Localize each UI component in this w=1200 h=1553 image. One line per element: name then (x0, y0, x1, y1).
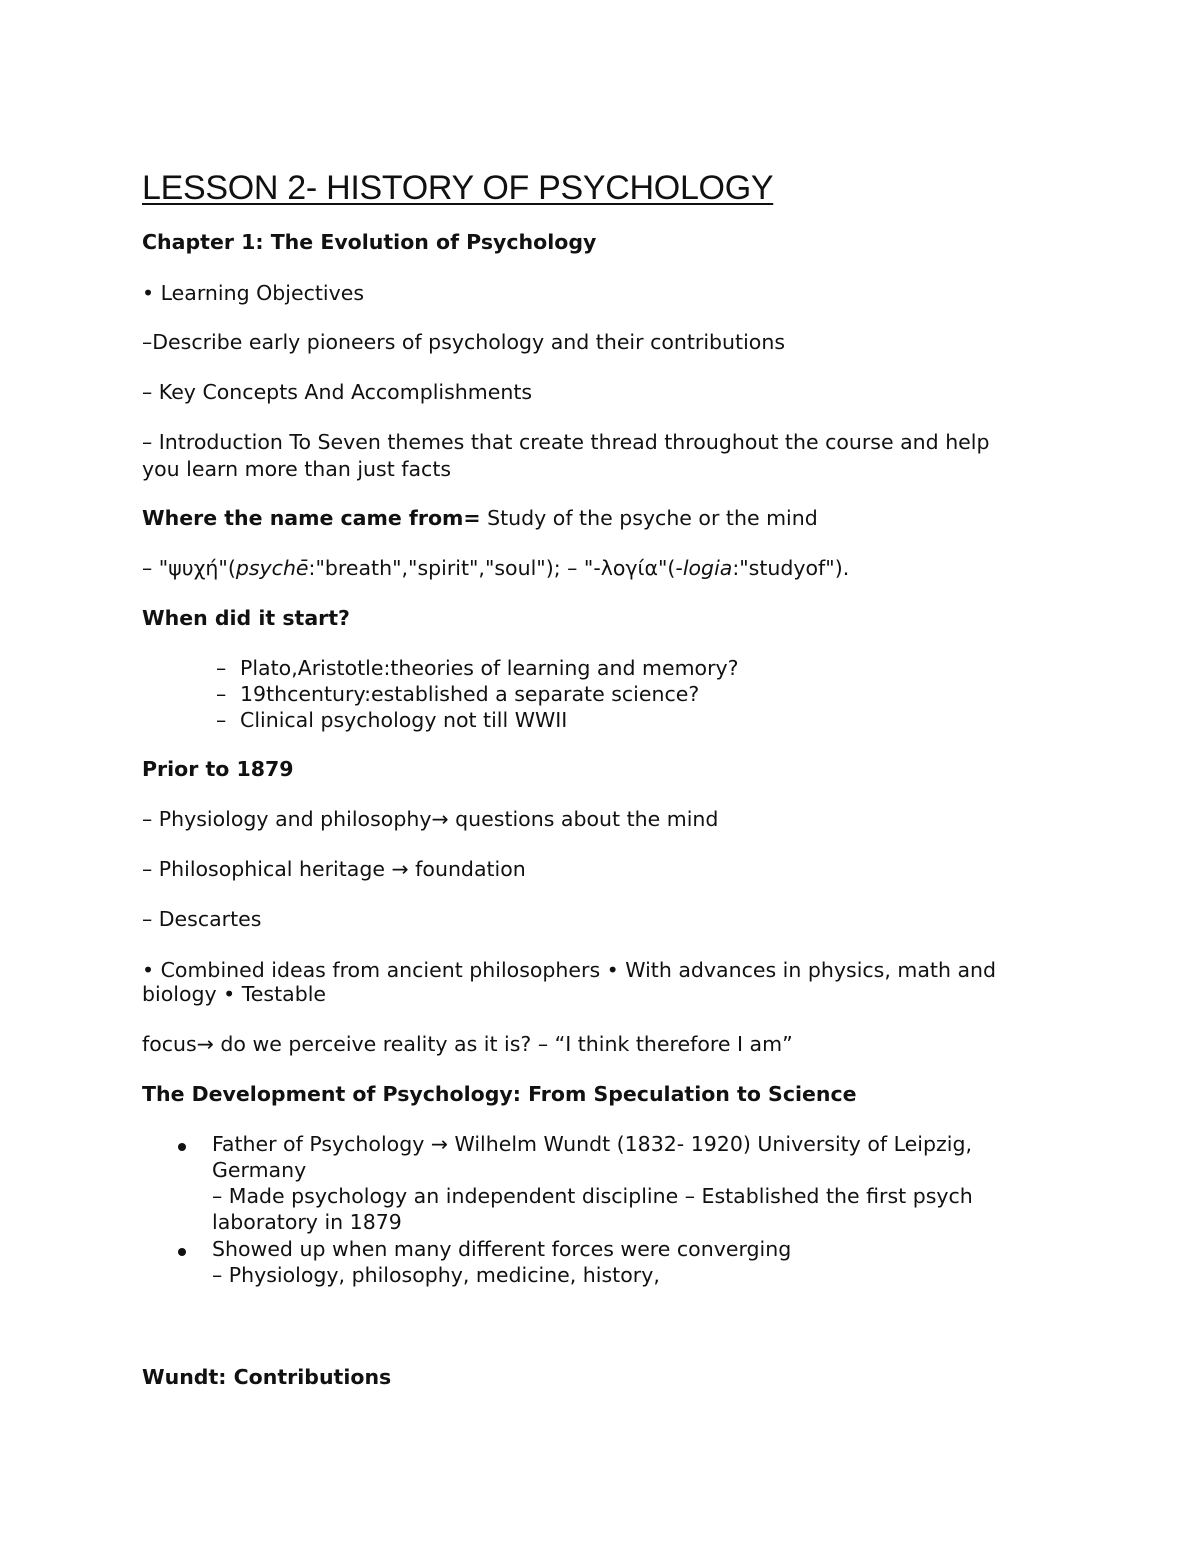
bullet-dot (178, 1143, 186, 1151)
document-page (142, 0, 1072, 1553)
list-item: – Plato,Aristotle:theories of learning and memory? (216, 656, 739, 680)
objective-line: –Describe early pioneers of psychology and their contributions (142, 330, 785, 354)
etymology-logia: -logia (675, 556, 733, 580)
prior-line: – Philosophical heritage → foundation (142, 857, 526, 881)
prior-line: – Descartes (142, 907, 262, 931)
bullet-line: – Physiology, philosophy, medicine, history, (212, 1263, 660, 1287)
prior-line: – Physiology and philosophy→ questions about the mind (142, 807, 719, 831)
prior-heading: Prior to 1879 (142, 757, 294, 781)
bullet-line: Father of Psychology → Wilhelm Wundt (1832- 1920) University of Leipzig, (212, 1132, 972, 1156)
etymology-psyche: psychē (235, 556, 309, 580)
start-heading: When did it start? (142, 606, 350, 630)
page-title: LESSON 2- HISTORY OF PSYCHOLOGY (142, 169, 774, 207)
bullet-line: – Made psychology an independent discipline – Established the first psych (212, 1184, 973, 1208)
name-origin-line (142, 506, 818, 531)
name-origin-label: Where the name came from= (142, 506, 481, 530)
development-heading: The Development of Psychology: From Speculation to Science (142, 1082, 857, 1106)
etymology-part: – "ψυχή"( (142, 556, 236, 580)
bullet-line: Showed up when many different forces were converging (212, 1237, 792, 1261)
prior-line: biology • Testable (142, 982, 327, 1006)
bullet-line: laboratory in 1879 (212, 1210, 402, 1234)
dash-marker: – (216, 656, 227, 680)
etymology-part: :"studyof"). (732, 556, 850, 580)
objective-line: – Introduction To Seven themes that create thread throughout the course and help (142, 430, 990, 454)
chapter-heading: Chapter 1: The Evolution of Psychology (142, 230, 597, 254)
name-origin-text: Study of the psyche or the mind (480, 506, 818, 530)
bullet-line: Germany (212, 1158, 307, 1182)
prior-line: • Combined ideas from ancient philosophers • With advances in physics, math and (142, 958, 997, 982)
dash-marker: – (216, 682, 227, 706)
list-item: – Clinical psychology not till WWII (216, 708, 568, 732)
objectives-heading: • Learning Objectives (142, 281, 365, 305)
prior-line: focus→ do we perceive reality as it is? – “I think therefore I am” (142, 1032, 793, 1056)
bullet-dot (178, 1248, 186, 1256)
list-item: – 19thcentury:established a separate science? (216, 682, 700, 706)
dash-marker: – (216, 708, 227, 732)
objective-line: you learn more than just facts (142, 457, 452, 481)
etymology-line (142, 556, 849, 581)
etymology-part: :"breath","spirit","soul"); – "-λογία"( (308, 556, 676, 580)
wundt-heading: Wundt: Contributions (142, 1365, 392, 1389)
objective-line: – Key Concepts And Accomplishments (142, 380, 533, 404)
